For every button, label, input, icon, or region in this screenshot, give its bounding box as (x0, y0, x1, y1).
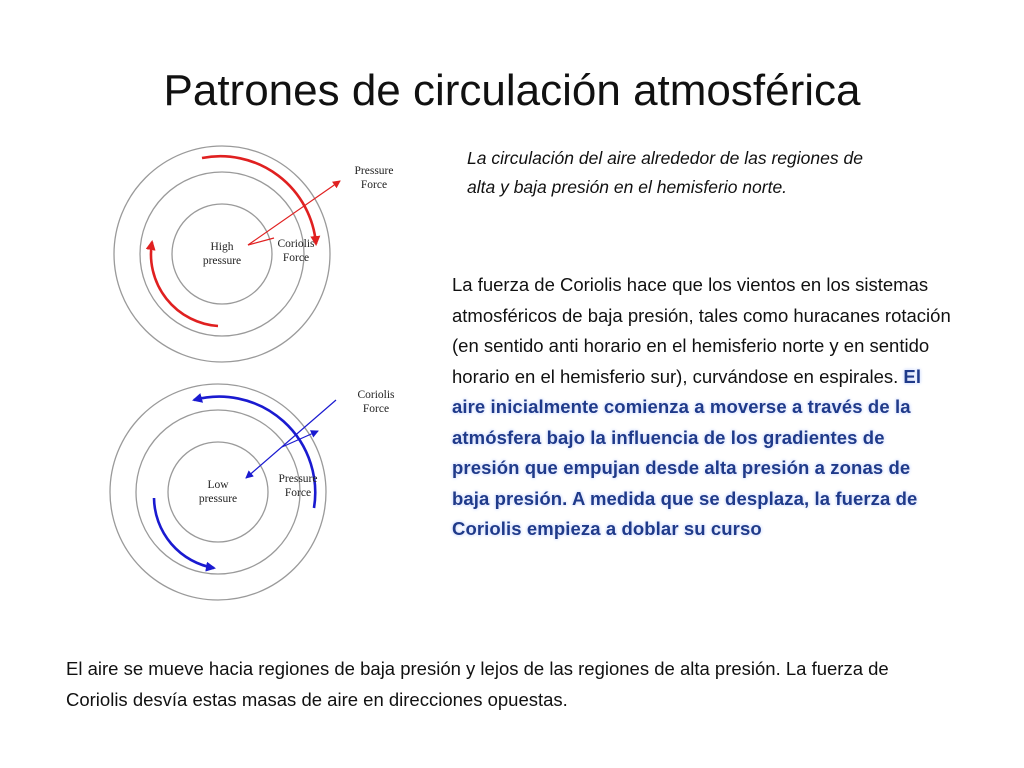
low-counterclockwise-arrow-bottom (154, 498, 214, 568)
high-pressure-system (114, 146, 393, 362)
coriolis-paragraph-emphasis: El aire inicialmente comienza a moverse a través de la atmósfera bajo la influencia de los gradientes de presión que empujan desde alta presión a zonas de baja presión. A medida que se desplaza, la fuerza de Coriolis empieza a doblar su curso (452, 365, 922, 539)
coriolis-paragraph (452, 270, 952, 545)
low-pressure-system (110, 384, 395, 600)
low-pressure-force-label-line1: Pressure (278, 473, 318, 485)
circulation-diagram-svg (106, 136, 426, 616)
figure-caption: La circulación del aire alrededor de las regiones de alta y baja presión en el hemisferio norte. (467, 148, 863, 197)
low-pressure-label-line1: Low (207, 479, 229, 491)
high-pressure-label-line1: High (210, 241, 234, 253)
low-coriolis-force-label-line2: Force (362, 403, 390, 415)
slide-title: Patrones de circulación atmosférica (163, 66, 861, 115)
footer-paragraph: El aire se mueve hacia regiones de baja presión y lejos de las regiones de alta presión. La fuerza de Coriolis desvía estas masas de aire en direcciones opuestas. (66, 658, 889, 710)
coriolis-force-label-line1: Coriolis (277, 238, 315, 250)
low-middle-ring (136, 410, 300, 574)
low-inner-ring (168, 442, 268, 542)
low-pressure-force-label-line2: Force (284, 487, 312, 499)
coriolis-paragraph-intro: La fuerza de Coriolis hace que los vientos en los sistemas atmosféricos de baja presión, tales como huracanes rotación (en sentido anti horario en el hemisferio norte y en sentido horario en el hemisferio sur), curvándose en espirales. (452, 274, 951, 387)
pressure-force-label-line2: Force (360, 179, 388, 191)
low-pressure-label-line2: pressure (198, 493, 238, 505)
high-clockwise-arrow-top (202, 156, 316, 244)
pressure-force-label-line1: Pressure (354, 165, 394, 177)
circulation-diagram (106, 136, 426, 616)
high-inner-ring (172, 204, 272, 304)
high-pressure-label-line2: pressure (202, 255, 242, 267)
high-middle-ring (140, 172, 304, 336)
coriolis-force-label-line2: Force (282, 252, 310, 264)
low-coriolis-force-label-line1: Coriolis (357, 389, 395, 401)
